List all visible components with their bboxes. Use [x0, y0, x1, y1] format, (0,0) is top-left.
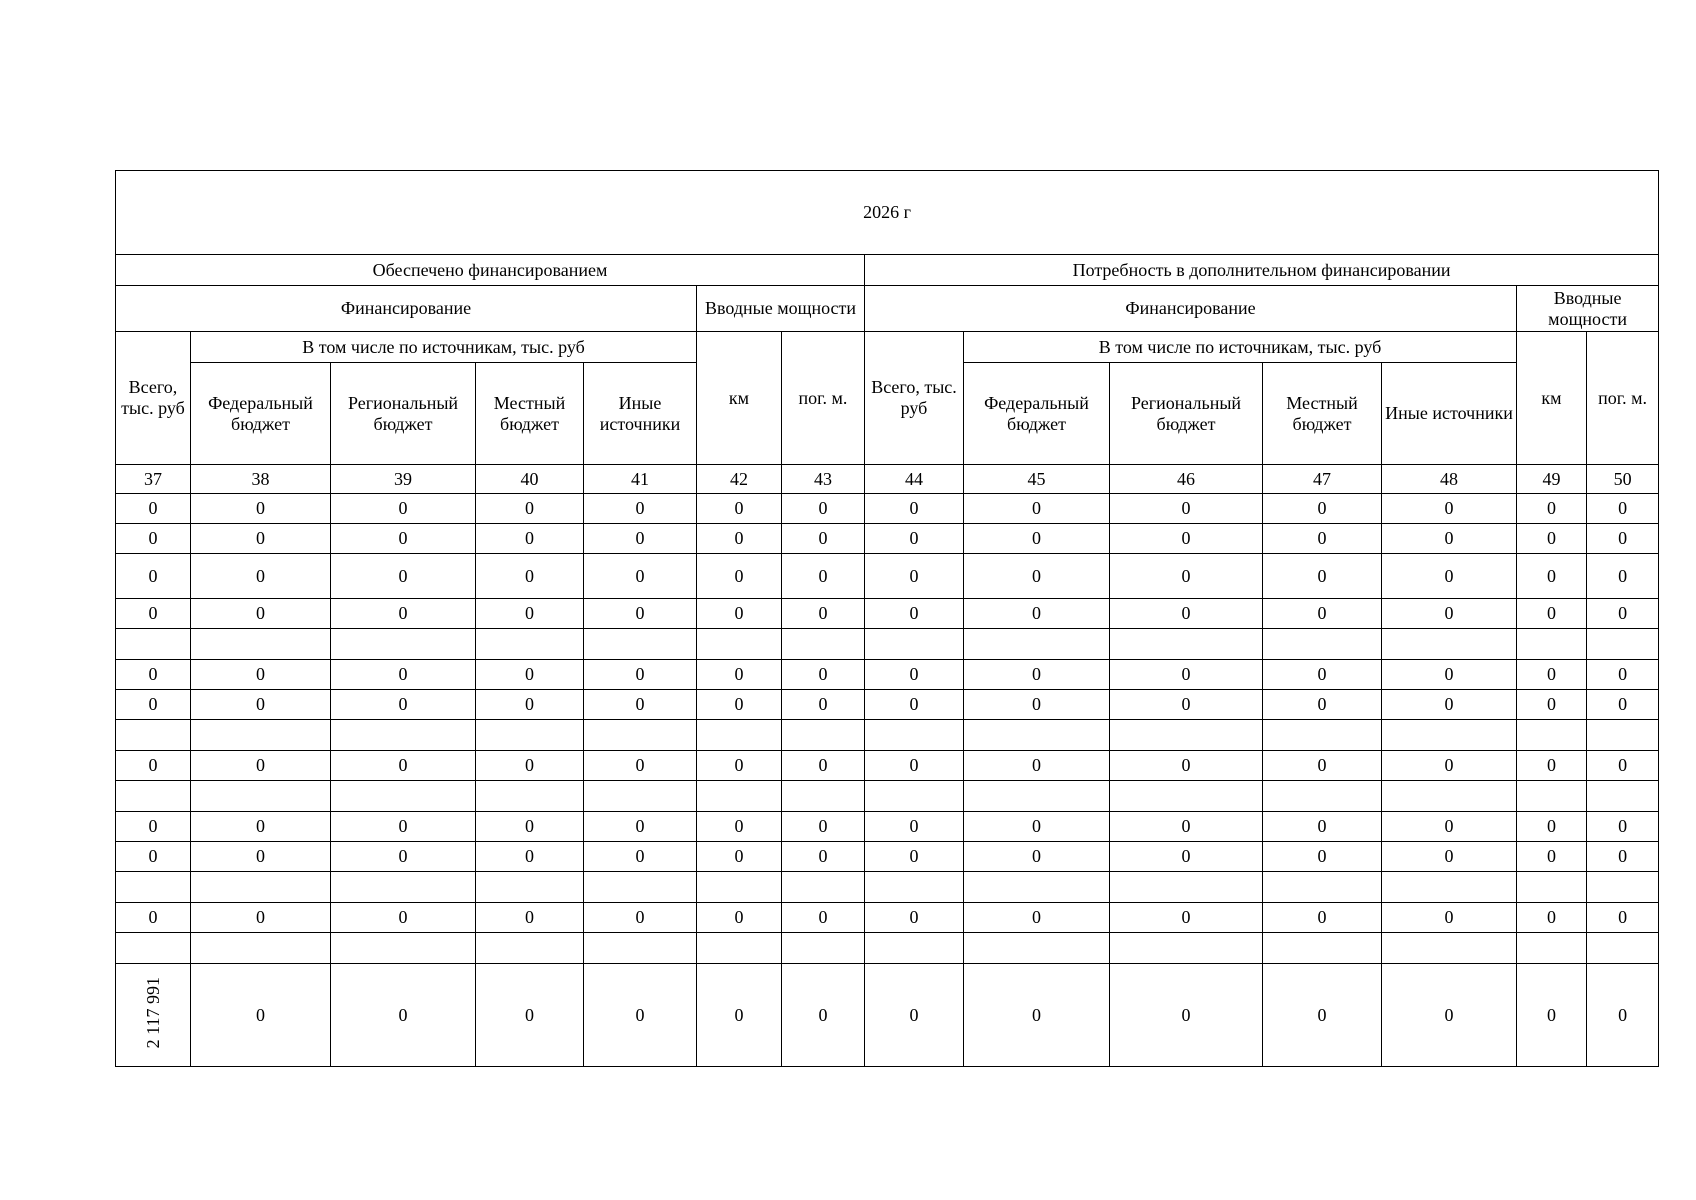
table-cell: 0: [191, 842, 331, 872]
table-cell: 0: [584, 751, 697, 781]
table-cell: [476, 872, 584, 903]
additional-km-header: км: [1517, 332, 1587, 465]
table-cell: 0: [964, 494, 1110, 524]
table-cell: [782, 872, 865, 903]
table-row: [116, 872, 1659, 903]
table-cell: [1382, 629, 1517, 660]
table-cell: 0: [1110, 751, 1263, 781]
table-cell: [191, 781, 331, 812]
secured-pog-header: пог. м.: [782, 332, 865, 465]
table-cell: [1263, 629, 1382, 660]
additional-total-header: Всего, тыс. руб: [865, 332, 964, 465]
table-cell: 0: [964, 524, 1110, 554]
table-cell: 0: [865, 690, 964, 720]
table-cell: 0: [331, 554, 476, 599]
table-cell: 0: [116, 842, 191, 872]
table-cell: 0: [1263, 494, 1382, 524]
table-cell: 0: [191, 903, 331, 933]
table-cell: 0: [584, 524, 697, 554]
table-cell: 0: [1587, 751, 1659, 781]
table-cell: 0: [116, 660, 191, 690]
table-cell: [964, 720, 1110, 751]
table-cell: [1517, 720, 1587, 751]
table-cell: [782, 933, 865, 964]
secured-local-header: Местный бюджет: [476, 363, 584, 465]
table-cell: 0: [584, 660, 697, 690]
column-number: 44: [865, 465, 964, 494]
table-cell: [1587, 933, 1659, 964]
table-cell: 0: [1110, 494, 1263, 524]
table-cell: 0: [782, 903, 865, 933]
table-cell: 0: [1517, 812, 1587, 842]
secured-sources-header: В том числе по источникам, тыс. руб: [191, 332, 697, 363]
table-cell: 0: [782, 524, 865, 554]
table-cell: 0: [191, 660, 331, 690]
table-cell: 0: [1587, 554, 1659, 599]
table-cell: 0: [1263, 660, 1382, 690]
table-cell: 0: [865, 903, 964, 933]
total-cell: 0: [1110, 964, 1263, 1067]
table-cell: 0: [964, 690, 1110, 720]
table-cell: [865, 933, 964, 964]
table-cell: [476, 629, 584, 660]
table-cell: [782, 781, 865, 812]
table-cell: 0: [584, 812, 697, 842]
table-row: [116, 494, 1659, 524]
table-cell: 0: [116, 554, 191, 599]
table-cell: 0: [331, 842, 476, 872]
table-row: [116, 842, 1659, 872]
additional-group-header: Потребность в дополнительном финансировании: [865, 255, 1659, 286]
table-cell: [964, 629, 1110, 660]
table-cell: 0: [782, 599, 865, 629]
additional-capacity-header: Вводные мощности: [1517, 286, 1659, 332]
additional-pog-header: пог. м.: [1587, 332, 1659, 465]
table-cell: 0: [782, 690, 865, 720]
table-cell: 0: [331, 903, 476, 933]
table-cell: [191, 933, 331, 964]
table-cell: [331, 872, 476, 903]
secured-federal-header: Федеральный бюджет: [191, 363, 331, 465]
column-number: 39: [331, 465, 476, 494]
table-cell: 0: [697, 812, 782, 842]
table-cell: 0: [1587, 599, 1659, 629]
table-cell: 0: [865, 660, 964, 690]
additional-federal-header: Федеральный бюджет: [964, 363, 1110, 465]
table-cell: 0: [697, 690, 782, 720]
table-cell: 0: [865, 554, 964, 599]
table-cell: 0: [476, 903, 584, 933]
secured-capacity-header: Вводные мощности: [697, 286, 865, 332]
table-cell: 0: [1263, 812, 1382, 842]
table-cell: 0: [1517, 554, 1587, 599]
table-cell: 0: [476, 812, 584, 842]
table-cell: 0: [116, 751, 191, 781]
table-cell: [1263, 933, 1382, 964]
table-row: [116, 720, 1659, 751]
table-cell: [1263, 720, 1382, 751]
table-cell: 0: [865, 524, 964, 554]
table-cell: [191, 720, 331, 751]
table-cell: 0: [865, 812, 964, 842]
table-cell: 0: [964, 842, 1110, 872]
table-cell: [584, 872, 697, 903]
column-number: 38: [191, 465, 331, 494]
table-cell: 0: [865, 842, 964, 872]
table-cell: 0: [191, 554, 331, 599]
table-row: [116, 781, 1659, 812]
table-cell: [697, 629, 782, 660]
table-cell: 0: [865, 494, 964, 524]
column-number: 37: [116, 465, 191, 494]
total-row: [116, 964, 1659, 1067]
table-cell: 0: [865, 599, 964, 629]
table-cell: 0: [1517, 494, 1587, 524]
column-number: 50: [1587, 465, 1659, 494]
year-header: 2026 г: [116, 171, 1659, 255]
table-cell: 0: [1587, 842, 1659, 872]
table-row: [116, 933, 1659, 964]
table-cell: [964, 933, 1110, 964]
table-cell: 0: [584, 903, 697, 933]
table-cell: [1517, 629, 1587, 660]
table-cell: [584, 933, 697, 964]
table-cell: 0: [116, 599, 191, 629]
table-cell: [116, 629, 191, 660]
table-cell: [331, 781, 476, 812]
table-cell: 0: [1517, 690, 1587, 720]
total-cell: 0: [697, 964, 782, 1067]
table-cell: 0: [1263, 903, 1382, 933]
table-cell: 0: [697, 494, 782, 524]
table-cell: 0: [1110, 842, 1263, 872]
table-cell: [1110, 781, 1263, 812]
table-cell: 0: [697, 842, 782, 872]
table-cell: [116, 933, 191, 964]
table-cell: 0: [476, 842, 584, 872]
table-row: [116, 629, 1659, 660]
table-cell: 0: [782, 751, 865, 781]
table-cell: [191, 872, 331, 903]
table-cell: [782, 720, 865, 751]
table-cell: 0: [964, 903, 1110, 933]
table-cell: 0: [584, 842, 697, 872]
table-cell: 0: [1587, 690, 1659, 720]
total-cell: [116, 964, 191, 1067]
table-cell: 0: [1587, 903, 1659, 933]
table-cell: [191, 629, 331, 660]
secured-financing-header: Финансирование: [116, 286, 697, 332]
column-number: 45: [964, 465, 1110, 494]
table-cell: [865, 629, 964, 660]
table-cell: 0: [782, 494, 865, 524]
table-cell: [1517, 781, 1587, 812]
table-cell: 0: [116, 812, 191, 842]
table-cell: [865, 872, 964, 903]
table-row: [116, 751, 1659, 781]
table-cell: 0: [697, 554, 782, 599]
total-cell: 0: [964, 964, 1110, 1067]
column-number: 42: [697, 465, 782, 494]
table-cell: 0: [476, 494, 584, 524]
table-cell: 0: [191, 690, 331, 720]
table-cell: [331, 629, 476, 660]
table-cell: 0: [476, 660, 584, 690]
table-cell: [1110, 629, 1263, 660]
table-cell: 0: [191, 812, 331, 842]
table-cell: 0: [476, 524, 584, 554]
table-cell: [584, 781, 697, 812]
table-cell: 0: [782, 812, 865, 842]
secured-total-header: Всего, тыс. руб: [116, 332, 191, 465]
table-cell: 0: [331, 690, 476, 720]
table-cell: [584, 720, 697, 751]
table-cell: 0: [1263, 751, 1382, 781]
table-cell: 0: [476, 690, 584, 720]
table-cell: 0: [116, 903, 191, 933]
table-cell: 0: [1382, 842, 1517, 872]
table-cell: 0: [865, 751, 964, 781]
table-cell: 0: [584, 690, 697, 720]
table-cell: [697, 781, 782, 812]
table-cell: 0: [331, 751, 476, 781]
table-cell: [1517, 872, 1587, 903]
table-cell: 0: [697, 751, 782, 781]
year-row: [116, 171, 1659, 255]
total-cell: 0: [1587, 964, 1659, 1067]
column-number: 48: [1382, 465, 1517, 494]
table-cell: 0: [1110, 812, 1263, 842]
table-cell: [1587, 720, 1659, 751]
table-cell: [476, 720, 584, 751]
total-cell: 0: [1382, 964, 1517, 1067]
table-cell: 0: [964, 751, 1110, 781]
table-cell: 0: [1587, 660, 1659, 690]
secured-group-header: Обеспечено финансированием: [116, 255, 865, 286]
table-row: [116, 690, 1659, 720]
sources-row: [116, 332, 1659, 363]
total-cell: 0: [782, 964, 865, 1067]
table-cell: 0: [191, 751, 331, 781]
table-cell: 0: [476, 751, 584, 781]
group-row: [116, 255, 1659, 286]
table-cell: 0: [331, 494, 476, 524]
table-cell: [116, 781, 191, 812]
table-cell: 0: [697, 660, 782, 690]
table-cell: [1382, 781, 1517, 812]
column-number: 49: [1517, 465, 1587, 494]
table-cell: 0: [1382, 660, 1517, 690]
additional-regional-header: Региональный бюджет: [1110, 363, 1263, 465]
secured-other-header: Иные источники: [584, 363, 697, 465]
table-cell: [331, 720, 476, 751]
table-cell: 0: [1517, 903, 1587, 933]
table-cell: 0: [1517, 599, 1587, 629]
table-cell: 0: [116, 494, 191, 524]
secured-km-header: км: [697, 332, 782, 465]
table-cell: 0: [1382, 524, 1517, 554]
column-number: 41: [584, 465, 697, 494]
secured-regional-header: Региональный бюджет: [331, 363, 476, 465]
total-cell: 0: [331, 964, 476, 1067]
table-cell: 0: [1110, 660, 1263, 690]
table-cell: 0: [1382, 599, 1517, 629]
table-cell: 0: [1263, 690, 1382, 720]
table-cell: 0: [1263, 524, 1382, 554]
table-cell: 0: [331, 812, 476, 842]
table-cell: 0: [1517, 660, 1587, 690]
table-cell: 0: [964, 554, 1110, 599]
table-cell: 0: [1382, 690, 1517, 720]
table-cell: [964, 872, 1110, 903]
total-cell: 0: [476, 964, 584, 1067]
table-cell: 0: [1263, 599, 1382, 629]
table-cell: 0: [1263, 554, 1382, 599]
table-cell: 0: [191, 524, 331, 554]
table-cell: [1110, 933, 1263, 964]
column-number-row: [116, 465, 1659, 494]
table-cell: 0: [1110, 690, 1263, 720]
table-cell: 0: [1382, 554, 1517, 599]
table-cell: 0: [1587, 812, 1659, 842]
table-cell: 0: [1110, 599, 1263, 629]
column-number: 47: [1263, 465, 1382, 494]
table-cell: 0: [964, 599, 1110, 629]
table-cell: 0: [191, 599, 331, 629]
table-cell: [1263, 872, 1382, 903]
financing-table: [115, 170, 1659, 1067]
table-cell: 0: [116, 690, 191, 720]
column-number: 43: [782, 465, 865, 494]
additional-other-header: Иные источники: [1382, 363, 1517, 465]
additional-sources-header: В том числе по источникам, тыс. руб: [964, 332, 1517, 363]
table-cell: 0: [1110, 524, 1263, 554]
table-cell: 0: [1517, 751, 1587, 781]
table-cell: 0: [1382, 751, 1517, 781]
table-cell: [697, 933, 782, 964]
table-cell: [1382, 720, 1517, 751]
table-cell: 0: [116, 524, 191, 554]
total-cell: 0: [1517, 964, 1587, 1067]
table-cell: 0: [1263, 842, 1382, 872]
total-cell: 0: [865, 964, 964, 1067]
total-cell: 0: [584, 964, 697, 1067]
table-cell: 0: [964, 660, 1110, 690]
table-cell: 0: [584, 554, 697, 599]
table-cell: 0: [1587, 494, 1659, 524]
table-cell: 0: [331, 599, 476, 629]
table-cell: 0: [1517, 842, 1587, 872]
subgroup-row: [116, 286, 1659, 332]
table-cell: [964, 781, 1110, 812]
table-cell: [1263, 781, 1382, 812]
table-cell: [865, 720, 964, 751]
table-cell: 0: [697, 524, 782, 554]
table-cell: 0: [1110, 903, 1263, 933]
table-cell: 0: [782, 842, 865, 872]
table-cell: [331, 933, 476, 964]
table-row: [116, 554, 1659, 599]
table-cell: [782, 629, 865, 660]
total-cell: 0: [1263, 964, 1382, 1067]
table-cell: [697, 720, 782, 751]
column-number: 46: [1110, 465, 1263, 494]
table-cell: 0: [1382, 494, 1517, 524]
table-cell: [476, 781, 584, 812]
additional-financing-header: Финансирование: [865, 286, 1517, 332]
table-cell: 0: [1587, 524, 1659, 554]
table-cell: 0: [964, 812, 1110, 842]
table-cell: 0: [782, 554, 865, 599]
table-cell: 0: [1382, 812, 1517, 842]
table-cell: 0: [782, 660, 865, 690]
table-cell: [1587, 629, 1659, 660]
additional-local-header: Местный бюджет: [1263, 363, 1382, 465]
table-cell: [1587, 872, 1659, 903]
table-cell: [1382, 872, 1517, 903]
table-row: [116, 524, 1659, 554]
table-cell: 0: [697, 903, 782, 933]
table-cell: 0: [331, 660, 476, 690]
table-cell: [1110, 720, 1263, 751]
table-cell: 0: [584, 494, 697, 524]
total-cell: 0: [191, 964, 331, 1067]
column-number: 40: [476, 465, 584, 494]
table-cell: [116, 720, 191, 751]
table-cell: 0: [476, 599, 584, 629]
table-cell: [865, 781, 964, 812]
table-row: [116, 812, 1659, 842]
table-cell: 0: [1382, 903, 1517, 933]
table-row: [116, 903, 1659, 933]
table-cell: [1110, 872, 1263, 903]
table-cell: 0: [1517, 524, 1587, 554]
table-row: [116, 660, 1659, 690]
table-cell: [584, 629, 697, 660]
table-cell: 0: [476, 554, 584, 599]
table-cell: [1587, 781, 1659, 812]
table-cell: 0: [331, 524, 476, 554]
total-value-vertical: 2 117 991: [142, 976, 163, 1049]
table-row: [116, 599, 1659, 629]
table-cell: [476, 933, 584, 964]
table-cell: 0: [697, 599, 782, 629]
table-cell: [697, 872, 782, 903]
table-cell: [1517, 933, 1587, 964]
table-cell: [1382, 933, 1517, 964]
table-cell: [116, 872, 191, 903]
table-cell: 0: [584, 599, 697, 629]
table-cell: 0: [1110, 554, 1263, 599]
table-cell: 0: [191, 494, 331, 524]
